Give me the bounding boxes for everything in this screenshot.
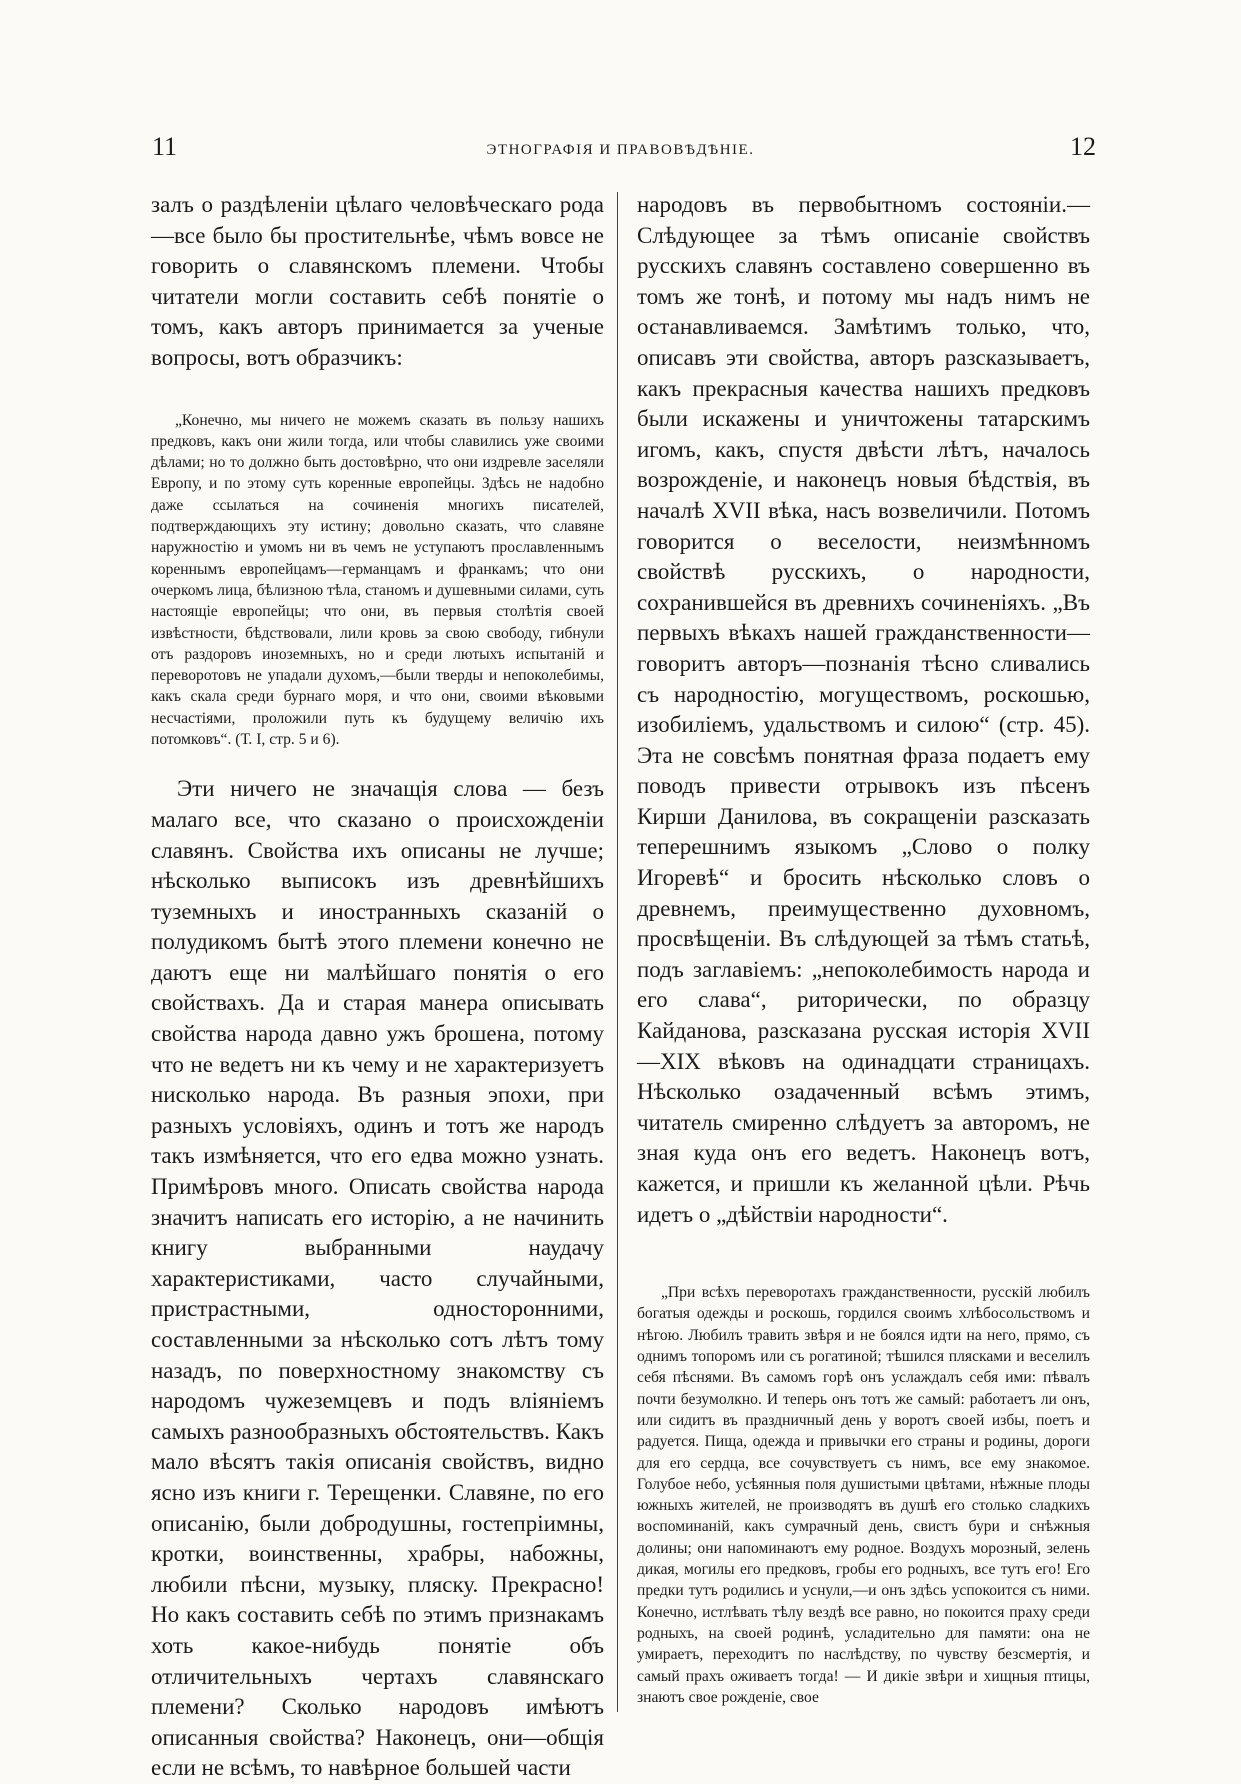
running-head: ЭТНОГРАФІЯ И ПРАВОВѢДѢНІЕ. xyxy=(486,142,755,158)
left-intro-paragraph: залъ о раздѣленіи цѣлаго человѣческаго рода —все было бы простительнѣе, чѣмъ вовсе не говорить о славянскомъ племени. Чтобы читатели могли составить себѣ понятіе о томъ, какъ авторъ принимается за ученые вопросы, вотъ образчикъ: xyxy=(151,192,604,370)
left-column xyxy=(151,190,604,1784)
column-divider xyxy=(617,192,618,1712)
right-page-number: 12 xyxy=(1070,132,1096,161)
right-quotation: „При всѣхъ переворотахъ гражданственности, русскій любилъ богатыя одежды и роскошь, гордился своимъ хлѣбосольствомъ и нѣгою. Любилъ травить звѣря и не боялся идти на него, прямо, съ однимъ топоромъ или съ рогатиной; тѣшился плясками и веселилъ себя пѣснями. Въ самомъ горѣ онъ услаждалъ себя ими: пѣвалъ почти безумолкно. И теперь онъ тотъ же самый: работаетъ ли онъ, или сидитъ въ праздничный день у воротъ своей избы, поетъ и радуется. Пища, одежда и привычки его страны и родины, дороги для его сердца, все сочувствуетъ съ нимъ, все ему знакомое. Голубое небо, усѣянныя поля душистыми цвѣтами, нѣжные плоды южныхъ жителей, не производятъ въ душѣ его столько сладкихъ воспоминаній, какъ сумрачный день, свистъ бури и снѣжныя долины; они напоминаютъ ему родное. Воздухъ морозный, зелень дикая, могилы его предковъ, гробы его родныхъ, все тутъ его! Его предки тутъ родились и уснули,—и онъ здѣсь успокоится съ ними. Конечно, истлѣвать тѣлу вездѣ все равно, но покоится праху среди родныхъ, на своей родинѣ, усладительно для памяти: она не умираетъ, переходитъ по наслѣдству, по чувству безсмертія, и самый прахъ оживаетъ тогда! — И дикіе звѣри и хищныя птицы, знаютъ свое рожденіе, свое xyxy=(637,1284,1090,1706)
left-page-number: 11 xyxy=(152,132,178,161)
right-column xyxy=(637,190,1090,1708)
right-body-paragraph: народовъ въ первобытномъ состояніи.—Слѣдующее за тѣмъ описаніе свойствъ русскихъ славянъ составлено совершенно въ томъ же тонѣ, и потому мы надъ нимъ не останавливаемся. Замѣтимъ только, что, описавъ эти свойства, авторъ разсказываетъ, какъ прекрасныя качества нашихъ предковъ были искажены и уничтожены татарскимъ игомъ, какъ, спустя двѣсти лѣтъ, началось возрожденіе, и наконецъ новыя бѣдствія, въ началѣ XVII вѣка, насъ возвеличили. Потомъ говорится о веселости, неизмѣнномъ свойствѣ русскихъ, о народности, сохранившейся въ древнихъ сочиненіяхъ. „Въ первыхъ вѣкахъ нашей гражданственности—говоритъ авторъ—познанія тѣсно сливались съ народностію, могуществомъ, роскошью, изобиліемъ, удальствомъ и силою“ (стр. 45). Эта не совсѣмъ понятная фраза подаетъ ему поводъ привести отрывокъ изъ пѣсенъ Кирши Данилова, въ сокращеніи разсказать теперешнимъ языкомъ „Слово о полку Игоревѣ“ и бросить нѣсколько словъ о древнемъ, преимущественно духовномъ, просвѣщеніи. Въ слѣдующей за тѣмъ статьѣ, подъ заглавіемъ: „непоколебимость народа и его слава“, риторически, по образцу Кайданова, разсказана русская исторія XVII—XIX вѣковъ на одинадцати страницахъ. Нѣсколько озадаченный всѣмъ этимъ, читатель смиренно слѣдуетъ за авторомъ, не зная куда онъ его ведетъ. Наконецъ вотъ, кажется, и пришли къ желанной цѣли. Рѣчь идетъ о „дѣйствіи народности“. xyxy=(637,192,1090,1227)
left-body-paragraph: Эти ничего не значащія слова — безъ малаго все, что сказано о происхожденіи славянъ. Свойства ихъ описаны не лучше; нѣсколько выписокъ изъ древнѣйшихъ туземныхъ и иностранныхъ сказаній о полудикомъ бытѣ этого племени конечно не даютъ еще ни малѣйшаго понятія о его свойствахъ. Да и старая манера описывать свойства народа давно ужъ брошена, потому что не ведетъ ни къ чему и не характеризуетъ нисколько народа. Въ разныя эпохи, при разныхъ условіяхъ, одинъ и тотъ же народъ такъ измѣняется, что его едва можно узнать. Примѣровъ много. Описать свойства народа значитъ написать его исторію, а не начинить книгу выбранными наудачу характеристиками, часто случайными, пристрастными, односторонними, составленными за нѣсколько сотъ лѣтъ тому назадъ, по поверхностному знакомству съ народомъ чужеземцевъ и подъ вліяніемъ самыхъ разнообразныхъ обстоятельствъ. Какъ мало вѣсятъ такія описанія свойствъ, видно ясно изъ книги г. Терещенки. Славяне, по его описанію, были добродушны, гостепріимны, кротки, воинственны, храбры, набожны, любили пѣсни, музыку, пляску. Прекрасно! Но какъ составить себѣ по этимъ признакамъ хоть какое-нибудь понятіе объ отличительныхъ чертахъ славянскаго племени? Сколько народовъ имѣютъ описанныя свойства? Наконецъ, они—общія если не всѣмъ, то навѣрное большей части xyxy=(151,776,604,1781)
left-quotation: „Конечно, мы ничего не можемъ сказать въ пользу нашихъ предковъ, какъ они жили тогда, или чтобы славились уже своими дѣлами; но то должно быть достовѣрно, что они издревле заселяли Европу, и по этому суть коренные европейцы. Здѣсь не надобно даже ссылаться на сочиненія многихъ писателей, подтверждающихъ эту истину; довольно сказать, что славяне наружностію и умомъ ни въ чемъ не уступаютъ прославленнымъ кореннымъ европейцамъ—германцамъ и франкамъ; что они очеркомъ лица, бѣлизною тѣла, станомъ и душевными силами, суть настоящіе европейцы; что они, въ первыя столѣтія своей извѣстности, бѣдствовали, лили кровь за свою свободу, гибнули отъ раздоровъ иноземныхъ, но и среди лютыхъ испытаній и переворотовъ не упадали духомъ,—были тверды и непоколебимы, какъ скала среди бурнаго моря, и что они, своими вѣковыми несчастіями, проложили путь къ будущему величію ихъ потомковъ“. (Т. I, стр. 5 и 6). xyxy=(151,411,604,749)
